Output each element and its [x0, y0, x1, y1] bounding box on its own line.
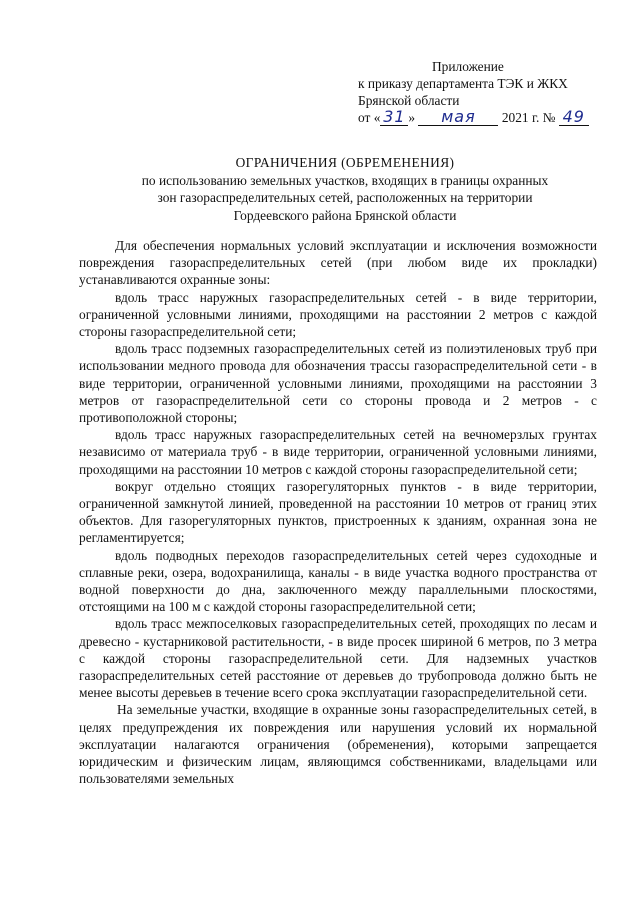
date-mid: »: [408, 110, 416, 125]
appendix-date-line: [358, 109, 628, 126]
paragraph: вокруг отдельно стоящих газорегуляторных пунктов - в виде территории, ограниченной замкнутой линией, проведенной на расстоянии 10 метров от границ этих объектов. Для газорегуляторных пунктов, пристроенных к зданиям, охранная зона не регламентируется;: [79, 478, 597, 546]
document-body: [79, 237, 597, 788]
appendix-region: Брянской области: [358, 93, 460, 108]
date-month-field: [418, 107, 498, 126]
document-title: ОГРАНИЧЕНИЯ (ОБРЕМЕНЕНИЯ): [235, 155, 455, 170]
paragraph: Для обеспечения нормальных условий эксплуатации и исключения возможности повреждения газораспределительных сетей (при любом виде их прокладки) устанавливаются охранные зоны:: [79, 238, 597, 288]
handwritten-month: мая: [441, 107, 476, 126]
document-subtitle-line-2: зон газораспределительных сетей, расположенных на территории: [157, 190, 533, 205]
date-year: 2021 г. №: [501, 110, 556, 125]
document-subtitle-line-3: Гордеевского района Брянской области: [233, 207, 457, 223]
paragraph: вдоль трасс межпоселковых газораспределительных сетей, проходящих по лесам и древесно - кустарниковой растительности, - в виде просек шириной 6 метров, по 3 метра с каждой стороны газораспределительной сети. Для надземных участков газораспределительных сетей расстояние от деревьев до трубопровода должно быть не менее высоты деревьев в течение всего срока эксплуатации газораспределительной сети.: [79, 616, 597, 701]
handwritten-order-number: 49: [562, 107, 585, 126]
handwritten-day: 31: [383, 107, 406, 126]
appendix-order-reference: к приказу департамента ТЭК и ЖКХ: [358, 76, 568, 91]
appendix-block: [358, 58, 628, 126]
paragraph: вдоль трасс подземных газораспределительных сетей из полиэтиленовых труб при использовании медного провода для обозначения трассы газораспределительной сети - в виде территории, ограниченной условными линиями, проходящими на расстоянии 3 метров от газораспределительной сети со стороны провода и 2 метров - с противоположной стороны;: [79, 341, 597, 426]
appendix-title: Приложение: [432, 59, 504, 74]
date-prefix: от «: [358, 110, 381, 125]
paragraph: вдоль подводных переходов газораспределительных сетей через судоходные и сплавные реки, озера, водохранилища, каналы - в виде участка водного пространства от водной поверхности до дна, заключенного между параллельными плоскостями, отстоящими на 100 м с каждой стороны газораспределительной сети;: [79, 547, 597, 615]
document-title-block: [60, 154, 630, 224]
date-day-field: [380, 107, 408, 126]
document-subtitle-line-1: по использованию земельных участков, входящих в границы охранных: [141, 172, 549, 188]
paragraph: вдоль трасс наружных газораспределительных сетей на вечномерзлых грунтах независимо от материала труб - в виде территории, ограниченной условными линиями, проходящими на расстоянии 10 метров с каждой стороны газораспределительной сети;: [79, 427, 597, 477]
order-number-field: [559, 107, 589, 126]
paragraph: На земельные участки, входящие в охранные зоны газораспределительных сетей, в целях предупреждения их повреждения или нарушения условий их нормальной эксплуатации налагаются ограничения (обременения), которыми запрещается юридическим и физическим лицам, являющимся собственниками, владельцами или пользователями земельных: [79, 702, 597, 787]
paragraph: вдоль трасс наружных газораспределительных сетей - в виде территории, ограниченной условными линиями, проходящими на расстоянии 2 метров с каждой стороны газораспределительной сети;: [79, 289, 597, 340]
